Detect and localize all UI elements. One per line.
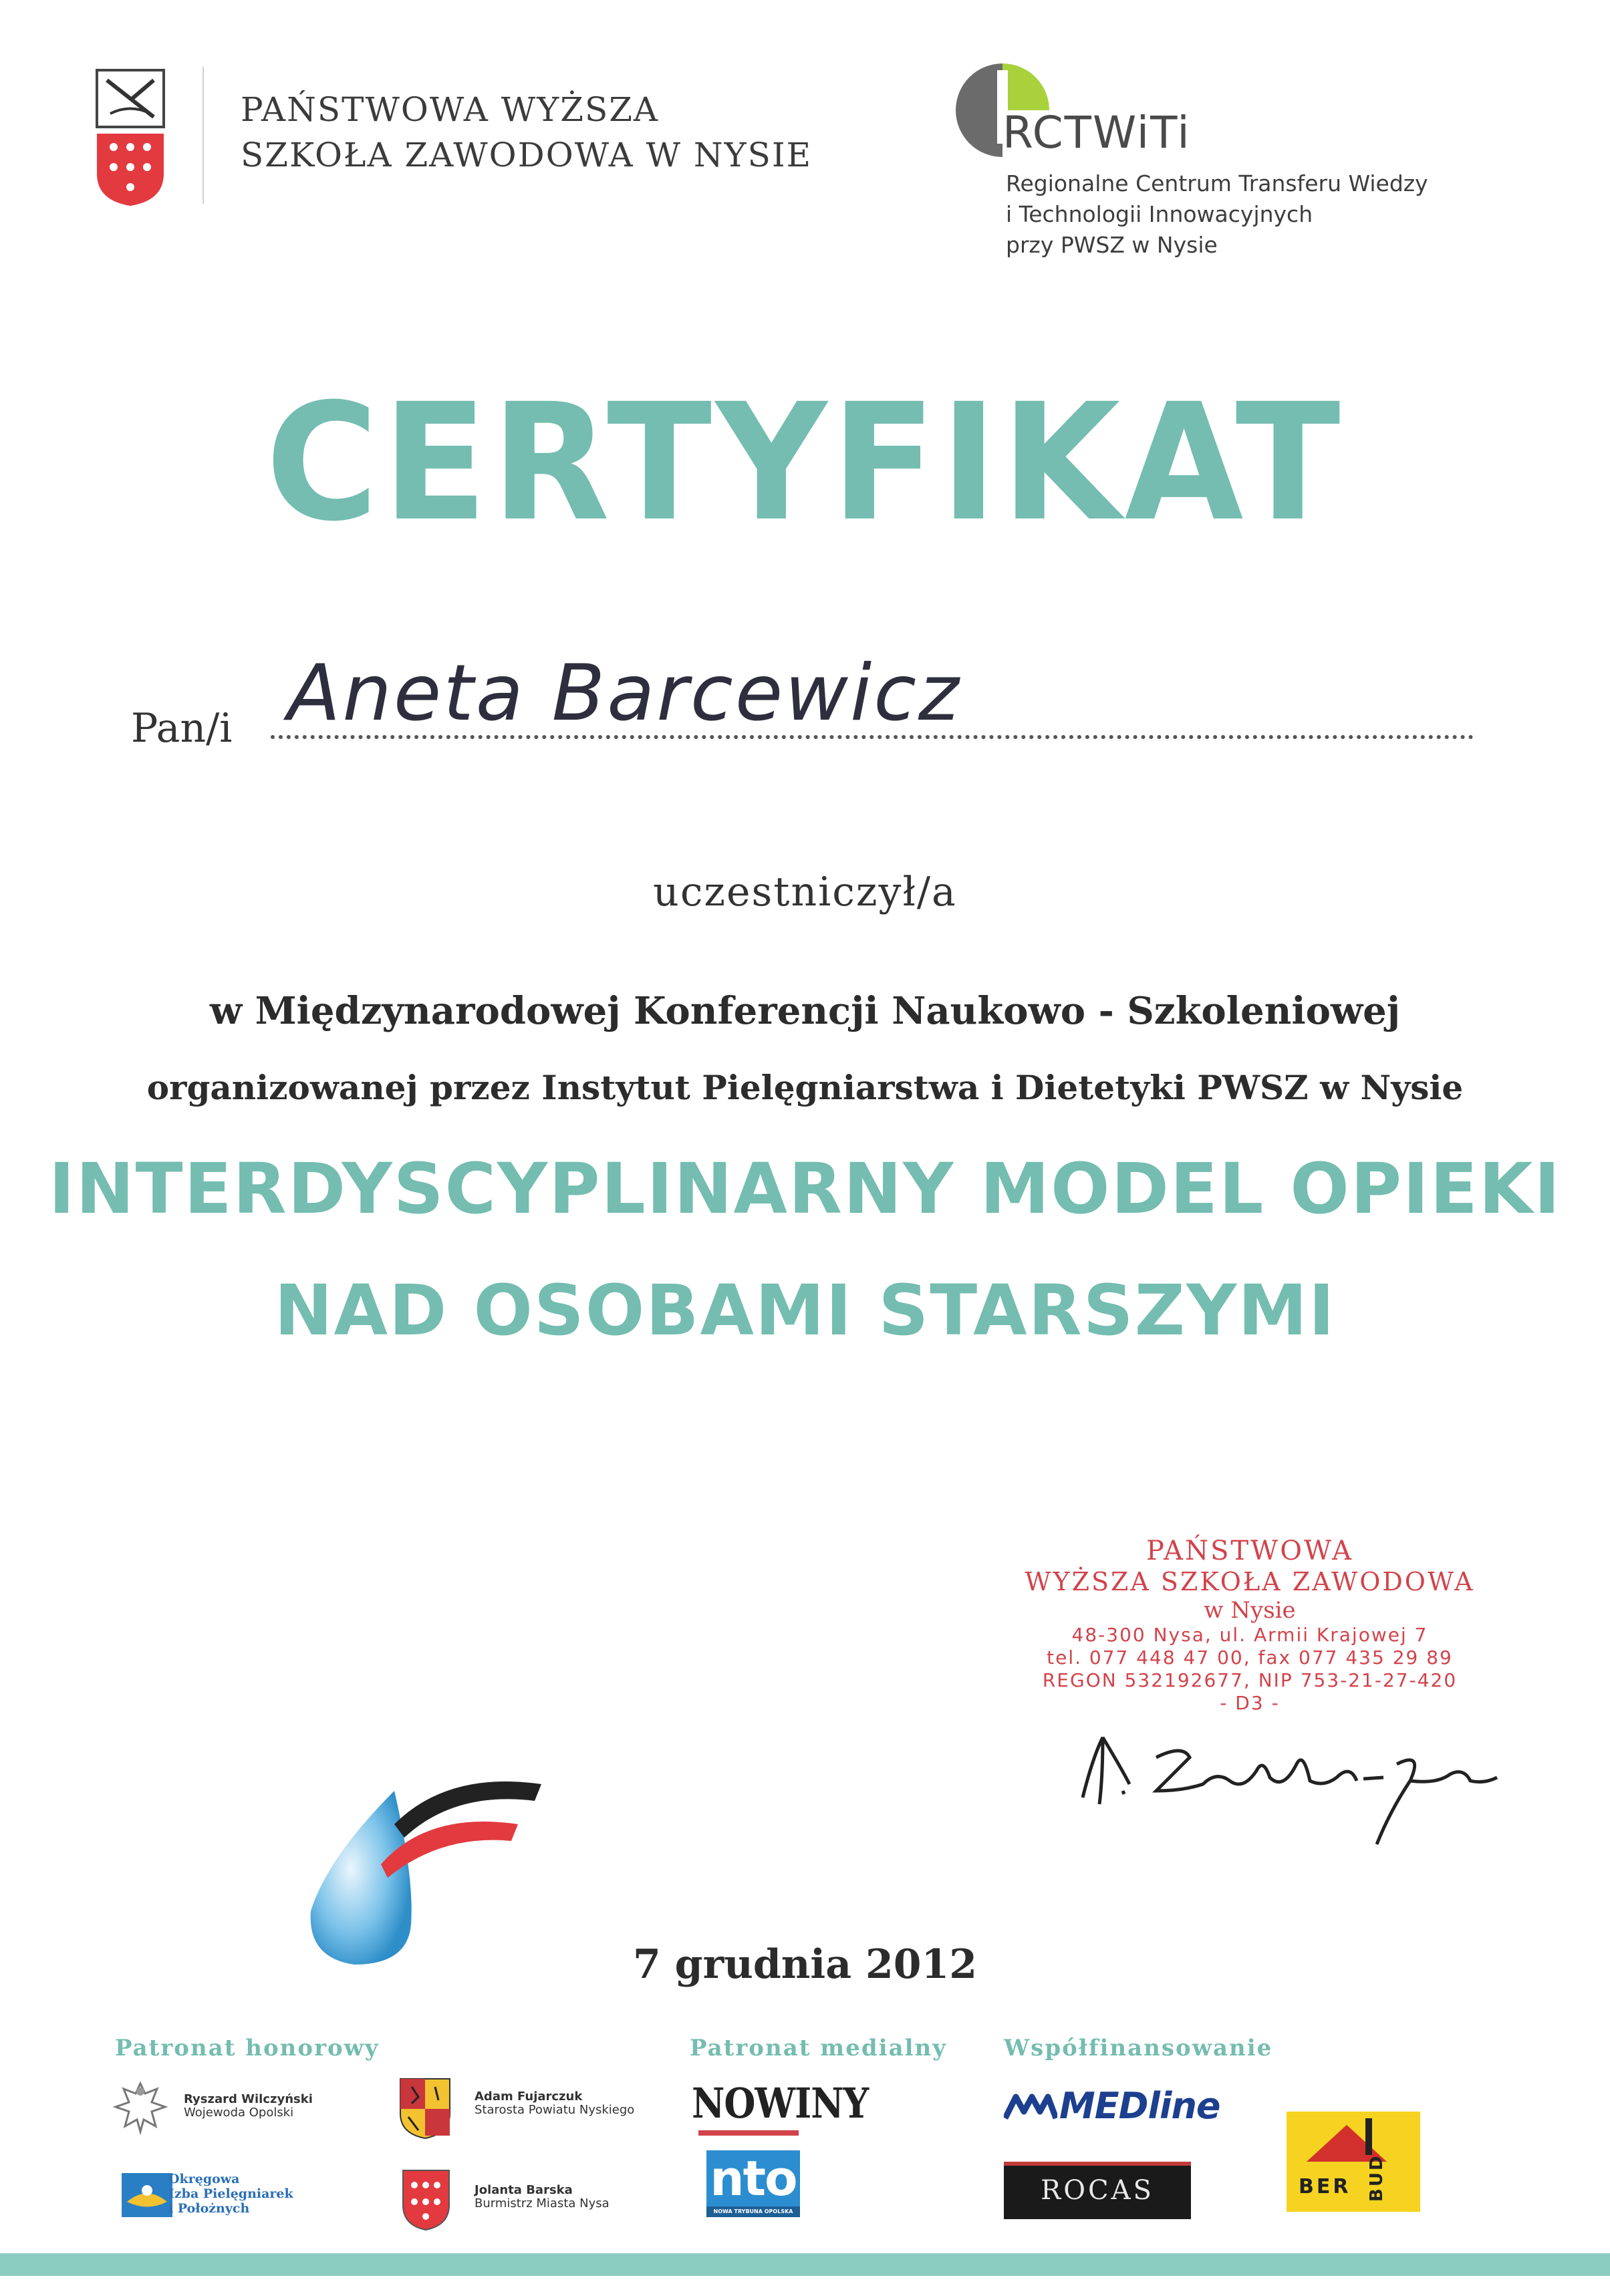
berbud-text-a: BER: [1299, 2175, 1351, 2198]
stamp-line2: WYŻSZA SZKOŁA ZAWODOWA: [1025, 1567, 1475, 1596]
patron4-role: Burmistrz Miasta Nysa: [475, 2196, 610, 2210]
stamp-line6: REGON 532192677, NIP 753-21-27-420: [1042, 1669, 1458, 1691]
participated-text: uczestniczył/a: [653, 869, 957, 915]
rctwiti-desc-line3: przy PWSZ w Nysie: [1006, 232, 1218, 258]
school-name-line2: SZKOŁA ZAWODOWA W NYSIE: [241, 136, 813, 174]
patron3: [168, 2172, 293, 2216]
patron4: [475, 2184, 610, 2210]
school-name: [241, 87, 812, 178]
conference-topic-line1: INTERDYSCYPLINARNY MODEL OPIEKI: [48, 1148, 1562, 1230]
official-stamp: [982, 1536, 1517, 1715]
nurses-chamber-logo: [120, 2172, 174, 2218]
city-crest-icon: [401, 2168, 451, 2232]
school-crest-logo: [94, 67, 167, 207]
conference-line2: organizowanej przez Instytut Pielęgniarstwa i Dietetyki PWSZ w Nysie: [146, 1068, 1464, 1107]
berbud-logo: [1287, 2112, 1420, 2212]
patron4-name: Jolanta Barska: [475, 2183, 573, 2197]
stamp-line3: w Nysie: [1204, 1597, 1296, 1624]
berbud-text-b: BUD: [1367, 2154, 1387, 2202]
patron1-role: Wojewoda Opolski: [184, 2106, 294, 2120]
cofinancing-label: Współfinansowanie: [1004, 2035, 1273, 2061]
patron3-line1: Okręgowa: [168, 2172, 240, 2186]
nto-logo: [706, 2150, 800, 2217]
nto-logo-subtext: NOWA TRYBUNA OPOLSKA: [706, 2206, 800, 2217]
patron1-name: Ryszard Wilczyński: [184, 2092, 313, 2106]
media-patronage-label: Patronat medialny: [690, 2035, 947, 2061]
patron1: [184, 2093, 313, 2120]
patron3-line2: Izba Pielęgniarek: [168, 2186, 293, 2201]
nowiny-underline: [698, 2130, 799, 2136]
county-crest-icon: [398, 2077, 452, 2140]
school-name-line1: PAŃSTWOWA WYŻSZA: [241, 90, 660, 129]
recipient-label: Pan/i: [131, 705, 233, 752]
rocas-logo: [1004, 2162, 1191, 2219]
recipient-name: Aneta Barcewicz: [287, 648, 961, 738]
conference-line1: w Międzynarodowej Konferencji Naukowo - Szkoleniowej: [209, 989, 1401, 1033]
handwritten-signature: [1063, 1717, 1504, 1858]
patron3-line3: i Położnych: [168, 2201, 250, 2216]
rctwiti-desc-line2: i Technologii Innowacyjnych: [1006, 201, 1313, 227]
conference-topic-line2: NAD OSOBAMI STARSZYMI: [274, 1270, 1336, 1351]
honorary-patronage-label: Patronat honorowy: [115, 2035, 380, 2061]
footer-color-bar: [0, 2253, 1610, 2276]
stamp-line5: tel. 077 448 47 00, fax 077 435 29 89: [1047, 1646, 1453, 1669]
rctwiti-desc-line1: Regionalne Centrum Transferu Wiedzy: [1006, 170, 1428, 196]
rctwiti-description: [1006, 168, 1428, 261]
rocas-logo-text: ROCAS: [1041, 2175, 1154, 2206]
certificate-title: CERTYFIKAT: [265, 370, 1345, 557]
nowiny-logo: NOWINY: [692, 2078, 869, 2128]
eagle-emblem-icon: [110, 2077, 170, 2137]
patron2: [475, 2090, 634, 2117]
rctwiti-title: RCTWiTi: [1002, 107, 1191, 158]
medline-logo: MEDline: [1059, 2085, 1220, 2127]
nto-logo-text: nto: [710, 2150, 797, 2206]
patron2-role: Starosta Powiatu Nyskiego: [475, 2103, 635, 2117]
stamp-line4: 48-300 Nysa, ul. Armii Krajowej 7: [1071, 1624, 1428, 1646]
stamp-line1: PAŃSTWOWA: [1146, 1536, 1354, 1566]
stamp-line7: - D3 -: [1220, 1692, 1280, 1714]
medline-icon: [1004, 2092, 1057, 2125]
certificate-date: 7 grudnia 2012: [633, 1941, 977, 1988]
patron2-name: Adam Fujarczuk: [475, 2090, 583, 2104]
header-divider: [203, 67, 204, 204]
conference-drop-logo: [294, 1764, 561, 1971]
